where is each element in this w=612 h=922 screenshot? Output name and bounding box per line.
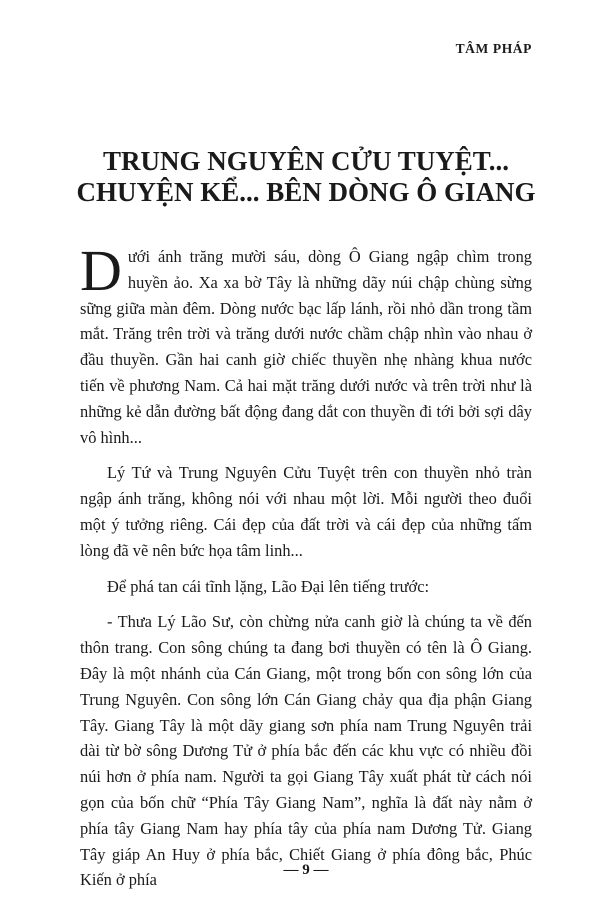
chapter-title-line-1: TRUNG NGUYÊN CỬU TUYỆT... (102, 146, 510, 176)
paragraph-2: Lý Tứ và Trung Nguyên Cửu Tuyệt trên con thuyền nhỏ tràn ngập ánh trăng, không nói với nhau một lời. Mỗi người theo đuổi một ý tưởng riêng. Cái đẹp của đất trời và cái đẹp của những tấm lòng đã vẽ nên bức họa tâm linh... (80, 463, 532, 560)
paragraph-4: - Thưa Lý Lão Sư, còn chừng nửa canh giờ là chúng ta về đến thôn trang. Con sông chúng ta đang bơi thuyền có tên là Ô Giang. Đây là một nhánh của Cán Giang, một trong bốn con sông lớn của Trung Nguyên. Con sông lớn Cán Giang chảy qua địa phận Giang Tây. Giang Tây là một dãy giang sơn phía nam Trung Nguyên trải dài từ bờ sông Dương Tử ở phía bắc đến các khu vực có nhiều đồi núi hơn ở phía nam. Người ta gọi Giang Tây xuất phát từ cách nói gọn của bốn chữ “Phía Tây Giang Nam”, nghĩa là đất này nằm ở phía tây Giang Nam hay phía tây của phía nam Dương Tử. Giang Tây giáp An Huy ở phía bắc, Chiết Giang ở phía đông bắc, Phúc Kiến ở phía (80, 612, 532, 890)
running-header: TÂM PHÁP (455, 41, 532, 56)
chapter-title-line-2: CHUYỆN KỂ... BÊN DÒNG Ô GIANG (76, 177, 536, 207)
page-number: — 9 — (283, 862, 329, 878)
paragraph-3: Để phá tan cái tĩnh lặng, Lão Đại lên tiếng trước: (107, 576, 430, 596)
paragraph-1 (80, 238, 532, 450)
drop-cap: D (80, 238, 122, 303)
paragraph-1-text: ưới ánh trăng mười sáu, dòng Ô Giang ngập chìm trong huyền ảo. Xa xa bờ Tây là những dãy núi chập chùng sừng sững giữa màn đêm. Dòng nước bạc lấp lánh, rồi nhỏ dần trong tầm mắt. Trăng trên trời và trăng dưới nước chầm chập nhìn vào nhau ở đầu thuyền. Gần hai canh giờ chiếc thuyền nhẹ nhàng khua nước tiến về phương Nam. Cả hai mặt trăng dưới nước và trên trời như là những kẻ dẫn đường bất động đang dắt con thuyền đi tới bởi sợi dây vô hình... (80, 247, 532, 447)
body-text (80, 238, 532, 903)
chapter-title (0, 146, 612, 208)
